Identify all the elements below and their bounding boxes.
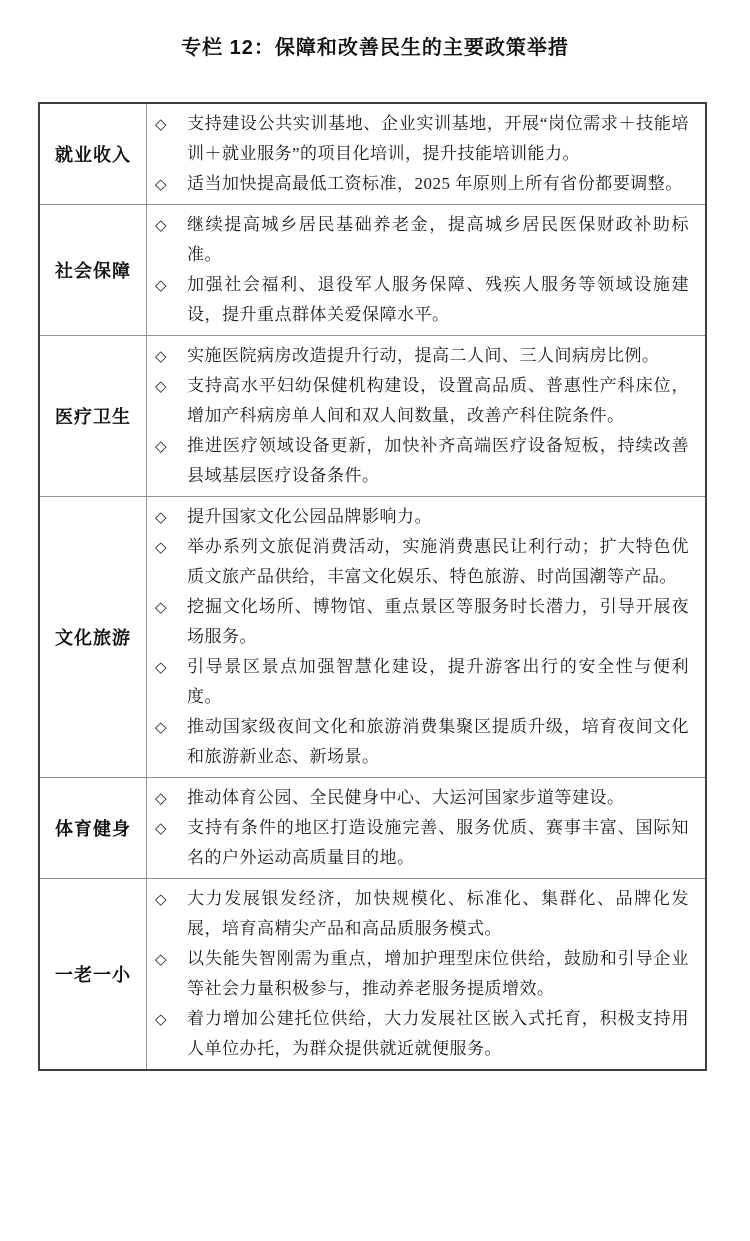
policy-item-text: 继续提高城乡居民基础养老金，提高城乡居民医保财政补助标准。 — [187, 215, 689, 264]
category-cell — [40, 205, 147, 335]
diamond-bullet-icon: ◇ — [155, 508, 167, 526]
policy-item — [155, 109, 689, 169]
category-label: 文化旅游 — [55, 628, 131, 648]
policy-list — [147, 205, 705, 335]
category-cell — [40, 879, 147, 1069]
policy-item — [155, 944, 689, 1004]
category-label: 一老一小 — [55, 965, 131, 985]
policy-item-text: 加强社会福利、退役军人服务保障、残疾人服务等领域设施建设，提升重点群体关爱保障水平。 — [187, 275, 689, 324]
policy-item-text: 推进医疗领域设备更新，加快补齐高端医疗设备短板，持续改善县域基层医疗设备条件。 — [187, 436, 689, 485]
policy-item — [155, 371, 689, 431]
diamond-bullet-icon: ◇ — [155, 890, 167, 908]
policy-item-text: 提升国家文化公园品牌影响力。 — [187, 507, 432, 526]
policy-item — [155, 783, 689, 813]
page — [0, 31, 750, 1241]
diamond-bullet-icon: ◇ — [155, 819, 167, 837]
policy-item-text: 推动体育公园、全民健身中心、大运河国家步道等建设。 — [187, 788, 625, 807]
diamond-bullet-icon: ◇ — [155, 598, 167, 616]
category-cell — [40, 778, 147, 878]
diamond-bullet-icon: ◇ — [155, 115, 167, 133]
policy-item — [155, 884, 689, 944]
policy-item-text: 着力增加公建托位供给，大力发展社区嵌入式托育，积极支持用人单位办托，为群众提供就近就便服务。 — [187, 1009, 689, 1058]
policy-item — [155, 210, 689, 270]
policy-item-text: 适当加快提高最低工资标准，2025 年原则上所有省份都要调整。 — [187, 174, 683, 193]
diamond-bullet-icon: ◇ — [155, 175, 167, 193]
table-row — [40, 335, 705, 496]
policy-item-text: 支持有条件的地区打造设施完善、服务优质、赛事丰富、国际知名的户外运动高质量目的地。 — [187, 818, 689, 867]
category-label: 社会保障 — [55, 261, 131, 281]
policy-item — [155, 341, 689, 371]
diamond-bullet-icon: ◇ — [155, 789, 167, 807]
category-cell — [40, 104, 147, 204]
policy-item-text: 实施医院病房改造提升行动，提高二人间、三人间病房比例。 — [187, 346, 660, 365]
diamond-bullet-icon: ◇ — [155, 950, 167, 968]
policy-item-text: 以失能失智刚需为重点，增加护理型床位供给，鼓励和引导企业等社会力量积极参与，推动养老服务提质增效。 — [187, 949, 689, 998]
diamond-bullet-icon: ◇ — [155, 276, 167, 294]
policy-list — [147, 879, 705, 1069]
table-row — [40, 204, 705, 335]
policy-list — [147, 104, 705, 204]
policy-item — [155, 592, 689, 652]
policy-table — [38, 102, 707, 1071]
policy-item — [155, 813, 689, 873]
category-label: 医疗卫生 — [55, 407, 131, 427]
page-title: 专栏 12：保障和改善民生的主要政策举措 — [181, 37, 569, 59]
policy-item — [155, 169, 689, 199]
policy-item — [155, 532, 689, 592]
diamond-bullet-icon: ◇ — [155, 347, 167, 365]
policy-item-text: 引导景区景点加强智慧化建设，提升游客出行的安全性与便利度。 — [187, 657, 689, 706]
diamond-bullet-icon: ◇ — [155, 1010, 167, 1028]
policy-item-text: 举办系列文旅促消费活动，实施消费惠民让利行动；扩大特色优质文旅产品供给，丰富文化娱乐、特色旅游、时尚国潮等产品。 — [187, 537, 689, 586]
policy-item-text: 挖掘文化场所、博物馆、重点景区等服务时长潜力，引导开展夜场服务。 — [187, 597, 689, 646]
category-cell — [40, 497, 147, 777]
diamond-bullet-icon: ◇ — [155, 718, 167, 736]
policy-item — [155, 270, 689, 330]
policy-item-text: 支持建设公共实训基地、企业实训基地，开展“岗位需求＋技能培训＋就业服务”的项目化培训，提升技能培训能力。 — [187, 114, 689, 163]
policy-item — [155, 431, 689, 491]
diamond-bullet-icon: ◇ — [155, 658, 167, 676]
diamond-bullet-icon: ◇ — [155, 538, 167, 556]
diamond-bullet-icon: ◇ — [155, 377, 167, 395]
policy-item-text: 大力发展银发经济，加快规模化、标准化、集群化、品牌化发展，培育高精尖产品和高品质服务模式。 — [187, 889, 689, 938]
policy-list — [147, 778, 705, 878]
diamond-bullet-icon: ◇ — [155, 437, 167, 455]
policy-table-body — [40, 104, 705, 1069]
category-label: 就业收入 — [55, 145, 131, 165]
policy-item — [155, 652, 689, 712]
policy-item — [155, 1004, 689, 1064]
diamond-bullet-icon: ◇ — [155, 216, 167, 234]
policy-item-text: 推动国家级夜间文化和旅游消费集聚区提质升级，培育夜间文化和旅游新业态、新场景。 — [187, 717, 689, 766]
table-row — [40, 104, 705, 204]
policy-list — [147, 497, 705, 777]
policy-list — [147, 336, 705, 496]
policy-item — [155, 502, 689, 532]
policy-item — [155, 712, 689, 772]
category-label: 体育健身 — [55, 819, 131, 839]
table-row — [40, 878, 705, 1069]
table-row — [40, 496, 705, 777]
category-cell — [40, 336, 147, 496]
table-row — [40, 777, 705, 878]
policy-item-text: 支持高水平妇幼保健机构建设，设置高品质、普惠性产科床位，增加产科病房单人间和双人间数量，改善产科住院条件。 — [187, 376, 689, 425]
